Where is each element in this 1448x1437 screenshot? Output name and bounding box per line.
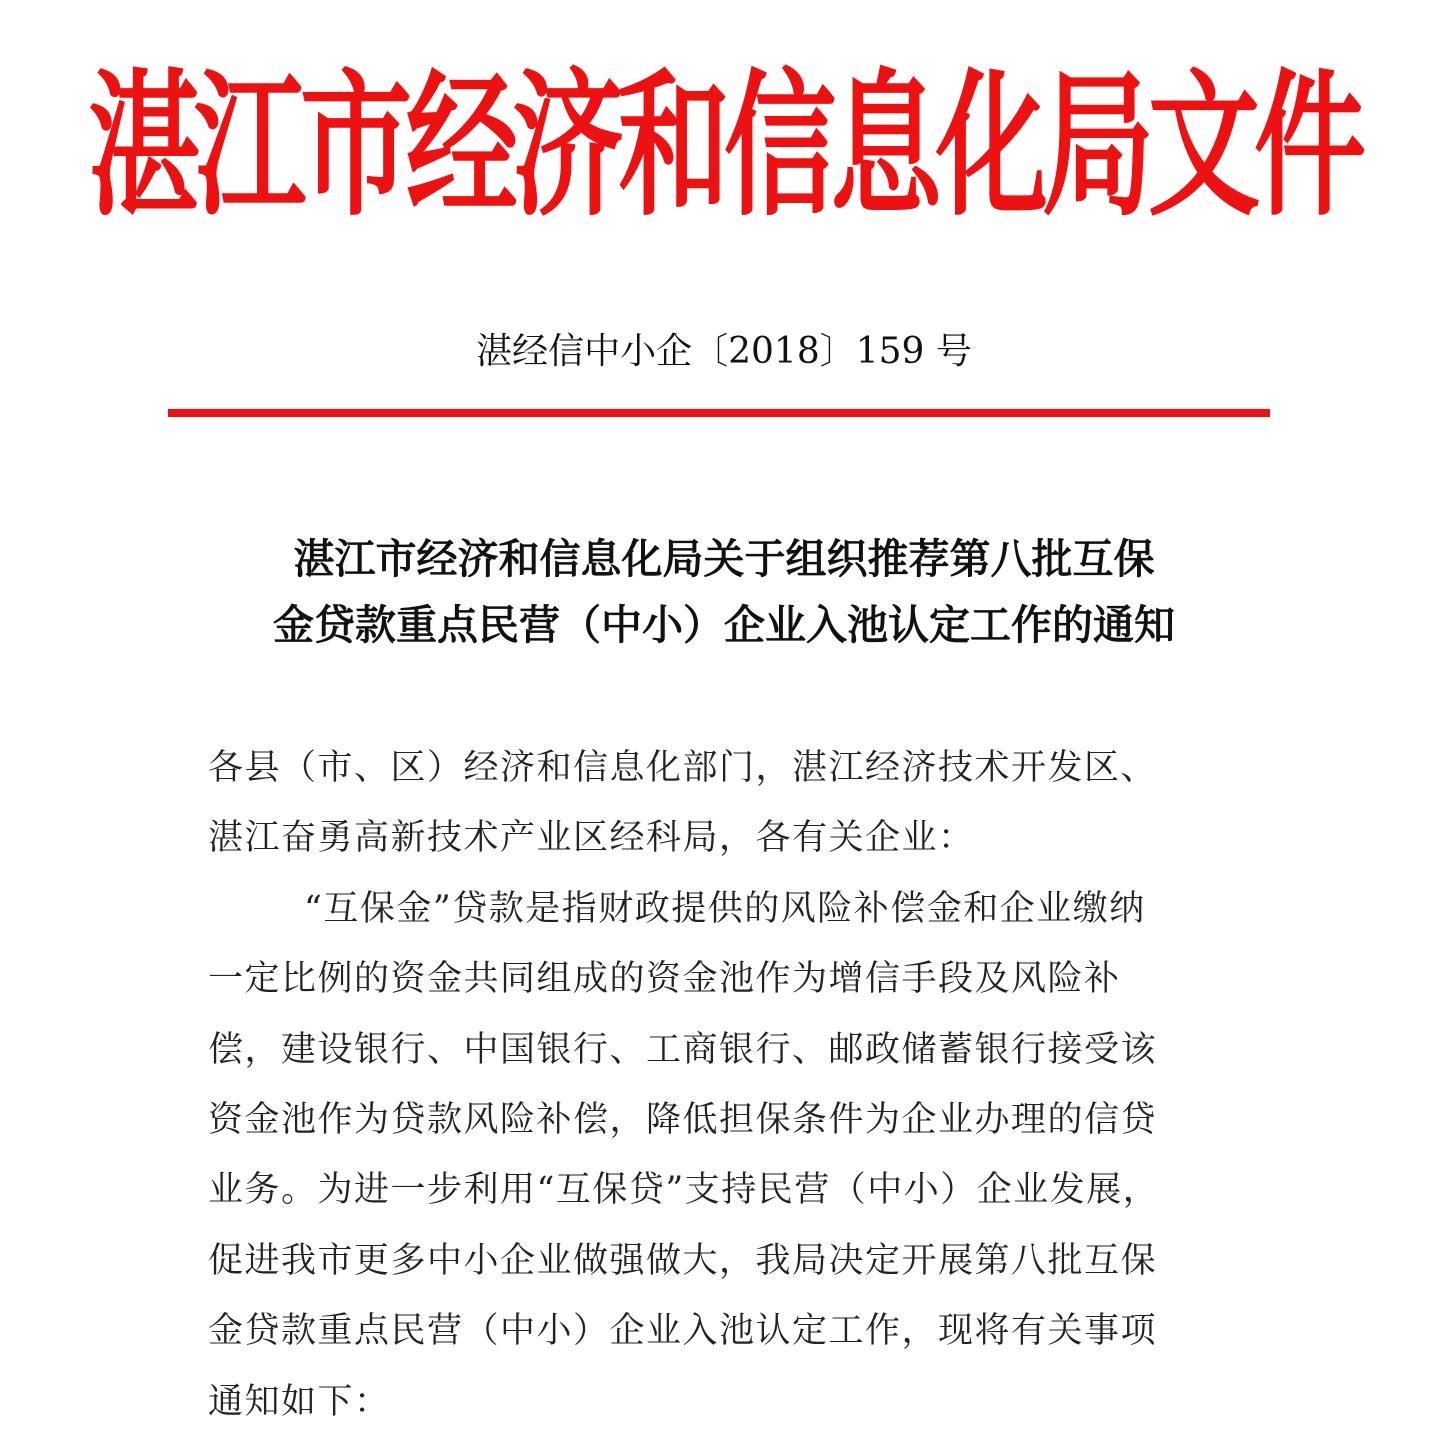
title-line: 湛江市经济和信息化局关于组织推荐第八批互保 xyxy=(293,535,1155,583)
paragraph-line: 偿，建设银行、中国银行、工商银行、邮政储蓄银行接受该 xyxy=(208,1029,1158,1070)
addressee-line: 湛江奋勇高新技术产业区经科局，各有关企业： xyxy=(208,818,975,859)
paragraph-line: “互保金”贷款是指财政提供的风险补偿金和企业缴纳 xyxy=(304,888,1146,929)
paragraph-line: 业务。为进一步利用“互保贷”支持民营（中小）企业发展， xyxy=(208,1170,1160,1211)
notice-body xyxy=(208,733,1208,1437)
paragraph-line: 资金池作为贷款风险补偿，降低担保条件为企业办理的信贷 xyxy=(208,1099,1158,1140)
document-number: 湛经信中小企〔2018〕159 号 xyxy=(476,331,972,372)
notice-title xyxy=(150,526,1298,658)
paragraph-line: 通知如下： xyxy=(208,1381,391,1422)
paragraph-line: 促进我市更多中小企业做强做大，我局决定开展第八批互保 xyxy=(208,1240,1158,1281)
addressee-line: 各县（市、区）经济和信息化部门，湛江经济技术开发区、 xyxy=(208,748,1158,788)
title-line: 金贷款重点民营（中小）企业入池认定工作的通知 xyxy=(273,601,1175,649)
paragraph-line: 金贷款重点民营（中小）企业入池认定工作，现将有关事项 xyxy=(208,1311,1158,1352)
paragraph-line: 一定比例的资金共同组成的资金池作为增信手段及风险补 xyxy=(208,959,1121,1000)
red-separator-rule xyxy=(168,409,1270,417)
masthead-title: 湛江市经济和信息化局文件 xyxy=(88,54,1360,238)
